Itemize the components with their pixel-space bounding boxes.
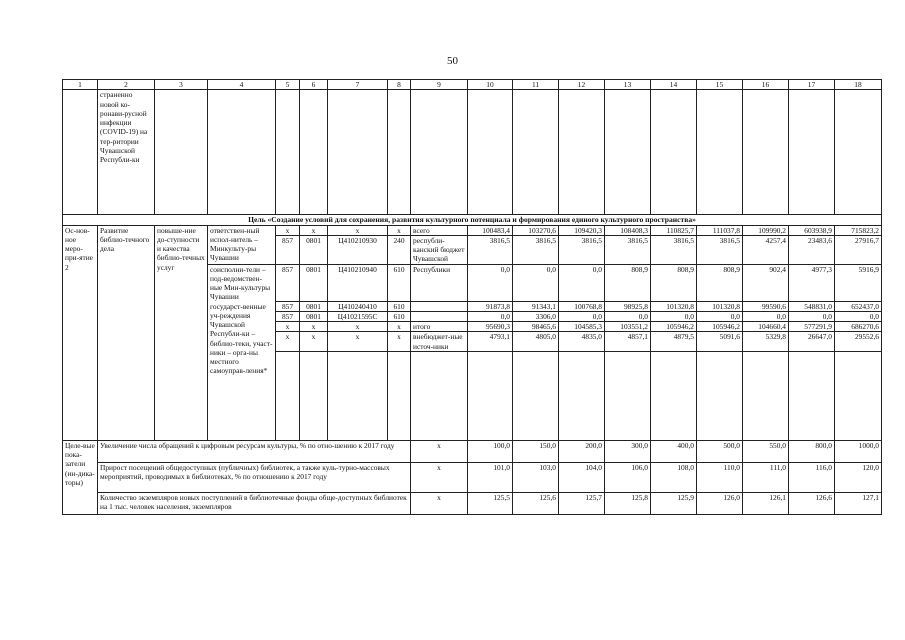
- budget-code-c6: 0801: [300, 264, 328, 301]
- funding-value: 902,4: [743, 264, 789, 301]
- funding-value: 103270,6: [513, 225, 559, 235]
- budget-code-c8: x: [388, 225, 411, 235]
- funding-value: 0,0: [651, 311, 697, 321]
- funding-value: 109990,2: [743, 225, 789, 235]
- funding-value: 808,9: [651, 264, 697, 301]
- funding-source: [411, 311, 468, 321]
- indicator-value: 125,7: [559, 492, 605, 514]
- funding-value: 109420,3: [559, 225, 605, 235]
- funding-value: 91343,1: [513, 301, 559, 311]
- indicator-value: 126,6: [789, 492, 835, 514]
- funding-source: итого: [411, 322, 468, 332]
- measure-number: Ос-нов-ное меро-при-ятие 2: [63, 225, 98, 440]
- funding-value: 3816,5: [605, 235, 651, 264]
- funding-value: 3816,5: [697, 235, 743, 264]
- funding-value: 110825,7: [651, 225, 697, 235]
- funding-source: Республики: [411, 264, 468, 301]
- funding-value: 0,0: [559, 264, 605, 301]
- indicator-value: 126,0: [697, 492, 743, 514]
- indicator-value: 101,0: [468, 462, 513, 492]
- header-col-16: 16: [743, 80, 789, 90]
- measure-row: [63, 225, 882, 235]
- indicator-value: 550,0: [743, 440, 789, 462]
- indicator-value: 800,0: [789, 440, 835, 462]
- budget-code-c5: 857: [276, 264, 300, 301]
- indicators-label: Целе-вые пока-затели (ин-дика-торы): [63, 440, 98, 514]
- indicator-value: 125,6: [513, 492, 559, 514]
- budget-code-c6: 0801: [300, 311, 328, 321]
- indicator-value: 116,0: [789, 462, 835, 492]
- funding-value: 0,0: [559, 311, 605, 321]
- funding-value: 104585,3: [559, 322, 605, 332]
- funding-value: 3816,5: [513, 235, 559, 264]
- budget-code-c8: x: [388, 322, 411, 332]
- indicator-value: 103,0: [513, 462, 559, 492]
- funding-value: 111037,8: [697, 225, 743, 235]
- budget-code-c8: x: [388, 332, 411, 352]
- budget-code-c7: Ц41021595С: [328, 311, 388, 321]
- header-col-12: 12: [559, 80, 605, 90]
- budget-code-c8: 610: [388, 264, 411, 301]
- indicator-value: 100,0: [468, 440, 513, 462]
- funding-value: 27916,7: [835, 235, 882, 264]
- funding-value: 548831,0: [789, 301, 835, 311]
- budget-code-c7: Ц410210930: [328, 235, 388, 264]
- funding-source: [411, 301, 468, 311]
- funding-value: 99590,6: [743, 301, 789, 311]
- header-col-14: 14: [651, 80, 697, 90]
- indicator-value: 120,0: [835, 462, 882, 492]
- indicator-value: 300,0: [605, 440, 651, 462]
- budget-code-c5: x: [276, 322, 300, 332]
- budget-code-c6: 0801: [300, 235, 328, 264]
- continuation-row: [63, 90, 882, 215]
- budget-code-c7: Ц410240410: [328, 301, 388, 311]
- funding-source: республи-канский бюджет Чувашской: [411, 235, 468, 264]
- funding-value: 0,0: [468, 264, 513, 301]
- funding-value: 808,9: [605, 264, 651, 301]
- header-col-4: 4: [208, 80, 276, 90]
- header-col-8: 8: [388, 80, 411, 90]
- funding-value: 3816,5: [559, 235, 605, 264]
- header-col-10: 10: [468, 80, 513, 90]
- funding-value: 0,0: [789, 311, 835, 321]
- header-col-3: 3: [155, 80, 208, 90]
- budget-code-c8: 610: [388, 301, 411, 311]
- funding-value: 715823,2: [835, 225, 882, 235]
- budget-code-c8: 610: [388, 311, 411, 321]
- indicator-value: 150,0: [513, 440, 559, 462]
- funding-value: 5916,9: [835, 264, 882, 301]
- header-col-5: 5: [276, 80, 300, 90]
- funding-value: 100768,8: [559, 301, 605, 311]
- indicator-text: Прирост посещений общедоступных (публичных) библиотек, а также куль-турно-массовых мероприятий, проводимых в библиотеках, % по отношению к 2017 году: [98, 462, 411, 492]
- goal-row: [63, 215, 882, 225]
- funding-value: 95690,3: [468, 322, 513, 332]
- continuation-text: страненно новой ко-ронави-русной инфекции (COVID-19) на тер-ритории Чувашской Республи-ки: [98, 90, 155, 215]
- funding-value: 104660,4: [743, 322, 789, 332]
- indicator-value: 108,0: [651, 462, 697, 492]
- funding-value: 4857,1: [605, 332, 651, 352]
- indicator-value: 125,8: [605, 492, 651, 514]
- funding-value: 23483,6: [789, 235, 835, 264]
- indicator-marker: x: [411, 462, 468, 492]
- funding-value: 105946,2: [651, 322, 697, 332]
- funding-value: 3306,0: [513, 311, 559, 321]
- funding-value: 0,0: [468, 311, 513, 321]
- funding-value: 0,0: [513, 264, 559, 301]
- budget-code-c5: 857: [276, 235, 300, 264]
- funding-value: 105946,2: [697, 322, 743, 332]
- co-executors: соисполни-тели – под-ведомствен-ные Мин-культуры Чувашии государст-венные уч-реждения Чувашской Республи-ки – библио-теки, участ-ники – орга-ны местного самоуправ-ления*: [208, 264, 276, 440]
- header-col-13: 13: [605, 80, 651, 90]
- page-number: 50: [447, 55, 458, 67]
- header-col-9: 9: [411, 80, 468, 90]
- responsible-executor: ответствен-ный испол-нитель – Минкульту-ры Чувашии: [208, 225, 276, 264]
- funding-value: 101320,8: [697, 301, 743, 311]
- budget-code-c7: x: [328, 332, 388, 352]
- budget-code-c6: x: [300, 332, 328, 352]
- funding-value: 603938,9: [789, 225, 835, 235]
- funding-value: 0,0: [835, 311, 882, 321]
- funding-value: 98465,6: [513, 322, 559, 332]
- funding-value: 652437,0: [835, 301, 882, 311]
- funding-value: 5329,8: [743, 332, 789, 352]
- funding-value: 4257,4: [743, 235, 789, 264]
- indicator-value: 110,0: [697, 462, 743, 492]
- indicator-marker: x: [411, 492, 468, 514]
- funding-value: 808,9: [697, 264, 743, 301]
- funding-value: 29552,6: [835, 332, 882, 352]
- funding-value: 108408,3: [605, 225, 651, 235]
- indicator-value: 400,0: [651, 440, 697, 462]
- budget-code-c5: x: [276, 225, 300, 235]
- indicator-value: 104,0: [559, 462, 605, 492]
- funding-value: 0,0: [697, 311, 743, 321]
- funding-value: 4835,0: [559, 332, 605, 352]
- budget-code-c5: 857: [276, 311, 300, 321]
- funding-value: 4977,3: [789, 264, 835, 301]
- header-col-1: 1: [63, 80, 98, 90]
- funding-value: 686270,6: [835, 322, 882, 332]
- funding-value: 0,0: [743, 311, 789, 321]
- program-table: [62, 79, 882, 515]
- budget-code-c6: 0801: [300, 301, 328, 311]
- header-col-17: 17: [789, 80, 835, 90]
- indicator-value: 125,5: [468, 492, 513, 514]
- budget-code-c5: x: [276, 332, 300, 352]
- budget-code-c7: x: [328, 322, 388, 332]
- funding-value: 91873,8: [468, 301, 513, 311]
- indicator-row: [63, 440, 882, 462]
- header-col-2: 2: [98, 80, 155, 90]
- measure-name: Развитие библио-течного дела: [98, 225, 155, 440]
- header-col-18: 18: [835, 80, 882, 90]
- funding-value: 98925,8: [605, 301, 651, 311]
- indicator-marker: x: [411, 440, 468, 462]
- funding-value: 3816,5: [651, 235, 697, 264]
- funding-value: 103551,2: [605, 322, 651, 332]
- indicator-value: 125,9: [651, 492, 697, 514]
- indicator-value: 126,1: [743, 492, 789, 514]
- indicator-value: 200,0: [559, 440, 605, 462]
- indicator-value: 127,1: [835, 492, 882, 514]
- funding-value: 5091,6: [697, 332, 743, 352]
- indicator-row: [63, 462, 882, 492]
- indicator-row: [63, 492, 882, 514]
- funding-value: 3816,5: [468, 235, 513, 264]
- funding-value: 4805,0: [513, 332, 559, 352]
- funding-source: внебюджет-ные источ-ники: [411, 332, 468, 352]
- funding-source: всего: [411, 225, 468, 235]
- goal-title: Цель «Создание условий для сохранения, развития культурного потенциала и формирования единого культурного пространства»: [63, 215, 882, 225]
- funding-value: 4879,5: [651, 332, 697, 352]
- budget-code-c7: x: [328, 225, 388, 235]
- funding-value: 26647,0: [789, 332, 835, 352]
- indicator-value: 106,0: [605, 462, 651, 492]
- budget-code-c6: x: [300, 225, 328, 235]
- indicator-value: 111,0: [743, 462, 789, 492]
- funding-value: 0,0: [605, 311, 651, 321]
- indicator-value: 1000,0: [835, 440, 882, 462]
- budget-code-c7: Ц410210940: [328, 264, 388, 301]
- header-col-11: 11: [513, 80, 559, 90]
- funding-value: 101320,8: [651, 301, 697, 311]
- header-col-15: 15: [697, 80, 743, 90]
- funding-value: 4793,1: [468, 332, 513, 352]
- indicator-text: Количество экземпляров новых поступлений в библиотечные фонды обще-доступных библиотек на 1 тыс. человек населения, экземпляров: [98, 492, 411, 514]
- indicator-text: Увеличение числа обращений к цифровым ресурсам культуры, % по отно-шению к 2017 году: [98, 440, 411, 462]
- indicator-value: 500,0: [697, 440, 743, 462]
- header-col-7: 7: [328, 80, 388, 90]
- header-row: [63, 80, 882, 90]
- header-col-6: 6: [300, 80, 328, 90]
- budget-code-c6: x: [300, 322, 328, 332]
- measure-goal: повыше-ние до-ступности и качества библио-течных услуг: [155, 225, 208, 440]
- funding-value: 100483,4: [468, 225, 513, 235]
- budget-code-c5: 857: [276, 301, 300, 311]
- budget-code-c8: 240: [388, 235, 411, 264]
- funding-value: 577291,9: [789, 322, 835, 332]
